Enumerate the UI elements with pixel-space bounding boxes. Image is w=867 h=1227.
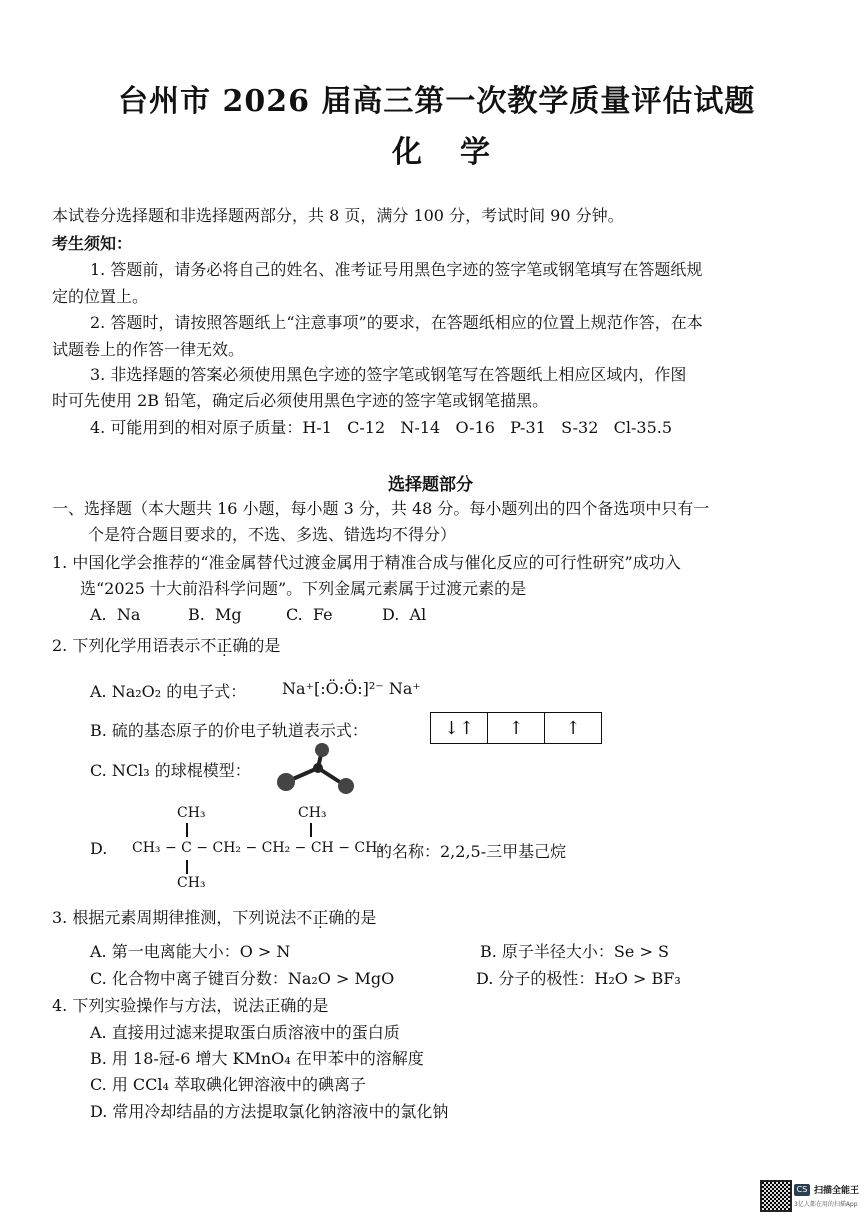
notice-line: 1. 答题前，请务必将自己的姓名、准考证号用黑色字迹的签字笔或钢笔填写在答题纸规 (90, 260, 703, 279)
bond-line (186, 860, 188, 874)
section-instructions: 一、选择题（本大题共 16 小题，每小题 3 分，共 48 分。每小题列出的四个备选项中只有一 (52, 499, 710, 518)
q3-option-a: A. 第一电离能大小：O > N (90, 942, 291, 961)
notice-line: 试题卷上的作答一律无效。 (52, 340, 245, 359)
q1-option-d: D. Al (382, 605, 427, 624)
question-3-stem (52, 905, 376, 928)
notice-line: 4. 可能用到的相对原子质量：H-1 C-12 N-14 O-16 P-31 S-32 Cl-35.5 (90, 418, 673, 437)
q4-option-a: A. 直接用过滤来提取蛋白质溶液中的蛋白质 (90, 1023, 400, 1042)
section-title: 选择题部分 (388, 475, 473, 495)
question-1-line: 选“2025 十大前沿科学问题”。下列金属元素属于过渡元素的是 (80, 579, 527, 598)
q3-option-d: D. 分子的极性：H₂O > BF₃ (476, 969, 681, 988)
q2-option-a-label: A. Na₂O₂ 的电子式： (90, 682, 247, 701)
q2-option-d-label: D. (90, 839, 108, 858)
orbital-box: ↑ (488, 713, 545, 743)
intro-text: 本试卷分选择题和非选择题两部分，共 8 页，满分 100 分，考试时间 90 分钟。 (52, 206, 624, 225)
q4-option-c: C. 用 CCl₄ 萃取碘化钾溶液中的碘离子 (90, 1075, 367, 1094)
notice-line: 定的位置上。 (52, 287, 149, 306)
q1-option-a: A. Na (90, 605, 141, 624)
scanner-brand: 扫描全能王 (814, 1186, 860, 1196)
q3-option-c: C. 化合物中离子键百分数：Na₂O > MgO (90, 969, 395, 988)
stem-text: 的是 (248, 636, 281, 655)
bond-line (186, 823, 188, 837)
qr-code-icon (760, 1180, 792, 1212)
q1-option-b: B. Mg (188, 605, 242, 624)
stem-text: 2. 下列化学用语表示 (52, 636, 201, 655)
structure-top-group: CH₃ (298, 805, 327, 821)
structure-main-chain: CH₃ − C − CH₂ − CH₂ − CH − CH₃ (132, 840, 383, 856)
notice-line: 3. 非选择题的答案必须使用黑色字迹的签字笔或钢笔写在答题纸上相应区域内，作图 (90, 365, 687, 384)
notice-heading: 考生须知： (52, 234, 133, 253)
question-2-stem (52, 633, 280, 656)
q4-option-d: D. 常用冷却结晶的方法提取氯化钠溶液中的氯化钠 (90, 1102, 449, 1121)
orbital-box: ↑ (565, 717, 581, 739)
question-4-stem: 4. 下列实验操作与方法，说法正确的是 (52, 996, 329, 1015)
orbital-box: ↓↑ (431, 713, 488, 743)
notice-line: 时可先使用 2B 铅笔，确定后必须使用黑色字迹的签字笔或钢笔描黑。 (52, 391, 549, 410)
section-instructions: 个是符合题目要求的，不选、多选、错选均不得分） (88, 525, 457, 544)
question-1-line: 1. 中国化学会推荐的“准金属替代过渡金属用于精准合成与催化反应的可行性研究”成功入 (52, 553, 681, 572)
scanner-logo-icon: CS (794, 1184, 810, 1196)
q1-option-c: C. Fe (286, 605, 333, 624)
scanner-tagline: 3亿人都在用的扫描App (794, 1201, 858, 1208)
subject-title: 化学 (392, 135, 528, 170)
emphasis-text: 不正确 (296, 908, 345, 927)
notice-line: 2. 答题时，请按照答题纸上“注意事项”的要求，在答题纸相应的位置上规范作答，在本 (90, 313, 703, 332)
structure-top-group: CH₃ (177, 805, 206, 821)
q2-option-b-label: B. 硫的基态原子的价电子轨道表示式： (90, 721, 368, 740)
q4-option-b: B. 用 18-冠-6 增大 KMnO₄ 在甲苯中的溶解度 (90, 1049, 424, 1068)
q2-option-c-label: C. NCl₃ 的球棍模型： (90, 761, 251, 780)
q2-option-a-formula: Na⁺[:Ö:Ö:]²⁻ Na⁺ (282, 679, 421, 698)
orbital-diagram (430, 712, 602, 744)
structure-bottom-group: CH₃ (177, 875, 206, 891)
bond-line (310, 823, 312, 837)
q3-option-b: B. 原子半径大小：Se > S (480, 942, 669, 961)
ball-stick-model-icon (256, 742, 368, 798)
stem-text: 3. 根据元素周期律推测，下列说法 (52, 908, 297, 927)
page-title: 台州市 2026 届高三第一次教学质量评估试题 (118, 84, 756, 119)
stem-text: 的是 (344, 908, 377, 927)
q2-option-d-name: 的名称：2,2,5-三甲基己烷 (376, 842, 567, 861)
emphasis-text: 不正确 (200, 636, 249, 655)
